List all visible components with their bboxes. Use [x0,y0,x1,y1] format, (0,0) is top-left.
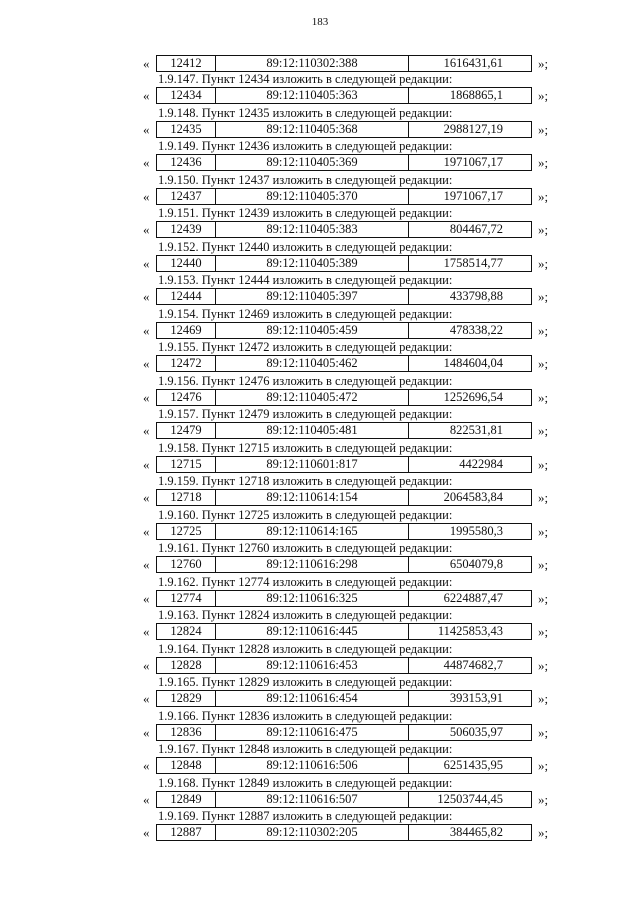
close-quote: »; [538,389,549,405]
cell-cadastral: 89:12:110614:165 [216,524,409,539]
cell-number: 12715 [157,457,216,472]
open-quote: « [143,691,150,706]
cell-value: 11425853,43 [437,624,503,638]
cell-number: 12718 [157,490,216,505]
open-quote: « [143,121,150,137]
table-cells [156,657,532,674]
cell-cadastral: 89:12:110616:507 [216,792,409,807]
paragraph-text: 1.9.160. Пункт 12725 изложить в следующей редакции: [158,507,453,522]
table-cells [156,757,532,774]
cell-cadastral: 89:12:110405:481 [216,423,409,438]
table-cells [156,623,532,640]
cell-number: 12472 [157,356,216,371]
table-row [0,657,640,674]
cell-value: 1971067,17 [443,188,503,203]
close-quote: »; [538,724,549,740]
table-cells [156,322,532,339]
table-cells [156,87,532,104]
table-cells [156,590,532,607]
table-row [0,55,640,72]
close-quote: »; [538,791,549,807]
amendment-block [0,307,640,341]
cell-number: 12437 [157,189,216,204]
table-row [0,255,640,272]
paragraph-text: 1.9.162. Пункт 12774 изложить в следующей редакции: [158,574,453,589]
cell-value: 6251435,95 [443,758,503,772]
close-quote: »; [538,657,549,673]
cell-cadastral: 89:12:110405:459 [216,323,409,338]
cell-number: 12725 [157,524,216,539]
cell-cadastral: 89:12:110601:817 [216,457,409,472]
cell-cadastral: 89:12:110405:389 [216,256,409,271]
cell-value: 1252696,54 [443,389,503,404]
open-quote: « [143,825,150,840]
table-row [0,791,640,808]
cell-value: 478338,22 [449,322,503,337]
close-quote: »; [538,590,549,606]
amendment-block [0,407,640,441]
paragraph-text: 1.9.155. Пункт 12472 изложить в следующей редакции: [158,340,453,354]
amendment-block [0,474,640,508]
close-quote: »; [538,624,549,639]
table-cells [156,255,532,272]
open-quote: « [143,356,150,371]
open-quote: « [143,758,150,773]
cell-number: 12836 [157,725,216,740]
open-quote: « [143,724,150,740]
cell-number: 12436 [157,155,216,170]
open-quote: « [143,423,150,438]
cell-value: 433798,88 [449,289,503,303]
open-quote: « [143,557,150,572]
cell-number: 12760 [157,557,216,572]
open-quote: « [143,222,150,237]
table-row [0,87,640,104]
open-quote: « [143,523,150,539]
cell-number: 12412 [157,56,216,71]
table-row [0,724,640,741]
cell-cadastral: 89:12:110405:370 [216,189,409,204]
close-quote: »; [538,423,549,438]
open-quote: « [143,657,150,673]
cell-cadastral: 89:12:110614:154 [216,490,409,505]
cell-number: 12828 [157,658,216,673]
table-cells [156,456,532,473]
table-cells [156,489,532,506]
cell-value: 12503744,45 [437,791,503,806]
paragraph-text: 1.9.165. Пункт 12829 изложить в следующей редакции: [158,675,453,689]
page-number: 183 [311,16,329,28]
paragraph-text: 1.9.163. Пункт 12824 изложить в следующей редакции: [158,608,453,622]
amendment-block [0,642,640,676]
paragraph-text: 1.9.154. Пункт 12469 изложить в следующей редакции: [158,306,453,321]
cell-value: 44874682,7 [443,657,503,672]
paragraph-text: 1.9.169. Пункт 12887 изложить в следующей редакции: [158,809,453,823]
amendment-block [0,273,640,307]
table-cells [156,221,532,238]
close-quote: »; [538,255,549,271]
table-cells [156,188,532,205]
amendment-block [0,340,640,374]
open-quote: « [143,88,150,103]
open-quote: « [143,590,150,606]
cell-number: 12439 [157,222,216,237]
table-cells [156,791,532,808]
close-quote: »; [538,222,549,237]
open-quote: « [143,56,150,71]
close-quote: »; [538,758,549,773]
cell-value: 1616431,61 [443,56,503,70]
open-quote: « [143,155,150,170]
cell-value: 506035,97 [449,724,503,739]
table-row [0,422,640,439]
cell-cadastral: 89:12:110302:388 [216,56,409,71]
amendment-block [0,106,640,140]
cell-value: 4422984 [459,456,503,471]
table-row [0,757,640,774]
table-cells [156,154,532,171]
amendment-block [0,374,640,408]
table-row [0,623,640,640]
cell-cadastral: 89:12:110405:368 [216,122,409,137]
cell-cadastral: 89:12:110616:454 [216,691,409,706]
cell-value: 1484604,04 [443,356,503,370]
cell-number: 12469 [157,323,216,338]
open-quote: « [143,255,150,271]
amendment-block [0,709,640,743]
close-quote: »; [538,356,549,371]
paragraph-text: 1.9.164. Пункт 12828 изложить в следующей редакции: [158,641,453,656]
cell-cadastral: 89:12:110616:453 [216,658,409,673]
table-cells [156,355,532,372]
table-row [0,322,640,339]
cell-number: 12848 [157,758,216,773]
close-quote: »; [538,56,549,71]
close-quote: »; [538,825,549,840]
paragraph-text: 1.9.158. Пункт 12715 изложить в следующей редакции: [158,440,453,455]
open-quote: « [143,490,150,505]
open-quote: « [143,624,150,639]
amendment-block [0,742,640,776]
table-row [0,154,640,171]
amendment-block [0,240,640,274]
table-cells [156,389,532,406]
table-row [0,188,640,205]
table-row [0,824,640,841]
table-row [0,523,640,540]
cell-value: 804467,72 [449,222,503,236]
open-quote: « [143,791,150,807]
cell-value: 1868865,1 [449,88,503,102]
paragraph-text: 1.9.150. Пункт 12437 изложить в следующей редакции: [158,172,453,187]
cell-number: 12479 [157,423,216,438]
paragraph-text: 1.9.166. Пункт 12836 изложить в следующей редакции: [158,708,453,723]
table-row [0,456,640,473]
amendment-block [0,206,640,240]
cell-value: 1758514,77 [443,255,503,270]
paragraph-text: 1.9.147. Пункт 12434 изложить в следующей редакции: [158,72,453,86]
table-row [0,121,640,138]
table-cells [156,724,532,741]
paragraph-text: 1.9.157. Пункт 12479 изложить в следующей редакции: [158,407,453,421]
cell-number: 12435 [157,122,216,137]
close-quote: »; [538,557,549,572]
amendment-block [0,173,640,207]
table-row [0,389,640,406]
amendment-block [0,575,640,609]
cell-value: 393153,91 [449,691,503,705]
cell-number: 12440 [157,256,216,271]
cell-value: 2988127,19 [443,121,503,136]
close-quote: »; [538,155,549,170]
cell-cadastral: 89:12:110302:205 [216,825,409,840]
paragraph-text: 1.9.153. Пункт 12444 изложить в следующей редакции: [158,273,453,287]
paragraph-text: 1.9.167. Пункт 12848 изложить в следующей редакции: [158,742,453,756]
cell-cadastral: 89:12:110405:472 [216,390,409,405]
cell-cadastral: 89:12:110405:397 [216,289,409,304]
cell-number: 12444 [157,289,216,304]
table-row [0,590,640,607]
cell-value: 1995580,3 [449,523,503,538]
cell-cadastral: 89:12:110616:325 [216,591,409,606]
paragraph-text: 1.9.151. Пункт 12439 изложить в следующей редакции: [158,206,453,220]
table-row [0,556,640,573]
amendment-block [0,441,640,475]
open-quote: « [143,389,150,405]
cell-value: 1971067,17 [443,155,503,169]
cell-cadastral: 89:12:110616:298 [216,557,409,572]
cell-cadastral: 89:12:110405:462 [216,356,409,371]
close-quote: »; [538,490,549,505]
paragraph-text: 1.9.149. Пункт 12436 изложить в следующей редакции: [158,139,453,153]
cell-value: 6224887,47 [443,590,503,605]
paragraph-text: 1.9.161. Пункт 12760 изложить в следующей редакции: [158,541,453,555]
amendment-block [0,139,640,173]
amendment-block [0,508,640,542]
table-cells [156,55,532,72]
close-quote: »; [538,523,549,539]
table-row [0,690,640,707]
close-quote: »; [538,88,549,103]
table-row [0,489,640,506]
amendment-block [0,608,640,642]
cell-number: 12434 [157,88,216,103]
amendment-block [0,776,640,810]
table-cells [156,288,532,305]
open-quote: « [143,456,150,472]
cell-cadastral: 89:12:110616:445 [216,624,409,639]
table-cells [156,690,532,707]
table-row [0,221,640,238]
table-row [0,288,640,305]
document-body [0,72,640,843]
cell-cadastral: 89:12:110405:369 [216,155,409,170]
close-quote: »; [538,322,549,338]
cell-value: 384465,82 [449,825,503,839]
table-cells [156,422,532,439]
table-cells [156,824,532,841]
cell-cadastral: 89:12:110616:475 [216,725,409,740]
cell-value: 6504079,8 [449,557,503,571]
close-quote: »; [538,121,549,137]
cell-number: 12476 [157,390,216,405]
cell-number: 12774 [157,591,216,606]
paragraph-text: 1.9.148. Пункт 12435 изложить в следующей редакции: [158,105,453,120]
amendment-block [0,72,640,106]
cell-value: 822531,81 [449,423,503,437]
open-quote: « [143,188,150,204]
cell-number: 12849 [157,792,216,807]
amendment-block [0,541,640,575]
close-quote: »; [538,691,549,706]
close-quote: »; [538,289,549,304]
cell-number: 12824 [157,624,216,639]
table-cells [156,523,532,540]
paragraph-text: 1.9.159. Пункт 12718 изложить в следующей редакции: [158,474,453,488]
cell-number: 12829 [157,691,216,706]
close-quote: »; [538,188,549,204]
cell-cadastral: 89:12:110616:506 [216,758,409,773]
open-quote: « [143,289,150,304]
paragraph-text: 1.9.152. Пункт 12440 изложить в следующей редакции: [158,239,453,254]
cell-cadastral: 89:12:110405:383 [216,222,409,237]
cell-value: 2064583,84 [443,490,503,504]
table-cells [156,121,532,138]
open-quote: « [143,322,150,338]
table-cells [156,556,532,573]
paragraph-text: 1.9.156. Пункт 12476 изложить в следующей редакции: [158,373,453,388]
cell-number: 12887 [157,825,216,840]
paragraph-text: 1.9.168. Пункт 12849 изложить в следующей редакции: [158,775,453,790]
amendment-block [0,809,640,843]
cell-cadastral: 89:12:110405:363 [216,88,409,103]
close-quote: »; [538,456,549,472]
amendment-block [0,675,640,709]
table-row [0,355,640,372]
